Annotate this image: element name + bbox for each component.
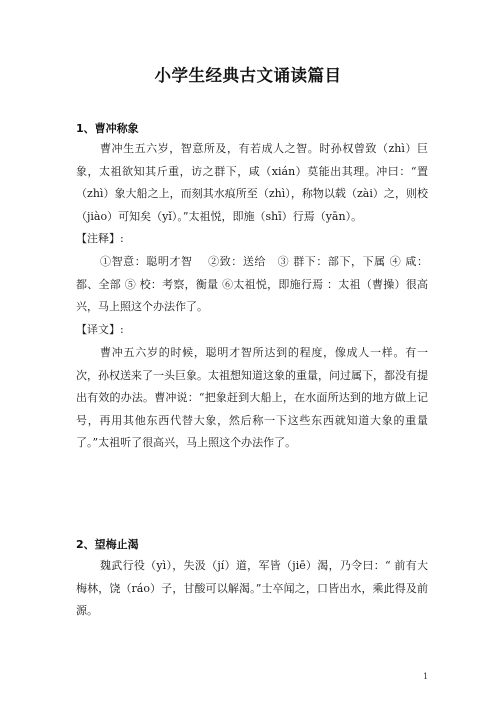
document-title: 小学生经典古文诵读篇目 [154,66,342,85]
page-number: 1 [423,672,429,681]
translation-text: 曹冲五六岁的时候，聪明才智所达到的程度，像成人一样。有一次，孙权送来了一头巨象。太祖想知道这象的重量，问过属下，都没有提出有效的办法。曹冲说：“把象赶到大船上，在水面所达到的地方做上记号，再用其他东西代替大象，然后称一下这些东西就知道大象的重量了。”太祖听了很高兴，马上照这个办法作了。 [76,346,428,450]
notes-text: ①智意：聪明才智 ②致：送给 ③ 群下：部下，下属 ④ 咸：都、全部 ⑤ 校：考察，衡量 ⑥太祖悦，即施行焉 ：太祖（曹操）很高兴，马上照这个办法作了。 [76,255,428,314]
notes-label: 【注释】: [76,232,124,245]
section-heading-2: 2、望梅止渴 [76,538,139,551]
translation-label: 【译文】: [76,323,124,336]
section-heading-1: 1、曹冲称象 [76,122,139,135]
section-1-original-text: 曹冲生五六岁，智意所及，有若成人之智。时孙权曾致（zhì）巨象，太祖欲知其斤重，访之群下，咸（xián）莫能出其理。冲曰：“置（zhì）象大船之上，而刻其水痕所至（zhì），称物以载（zài）之，则校（jiào）可知矣（yǐ）。”太祖悦，即施（shī）行焉（yān）。 [76,142,428,223]
section-2-original-text: 魏武行役（yì），失汲（jí）道，军皆（jiē）渴，乃令曰：“ 前有大梅林，饶（ráo）子，甘酸可以解渴。”士卒闻之，口皆出水，乘此得及前源。 [76,559,428,618]
